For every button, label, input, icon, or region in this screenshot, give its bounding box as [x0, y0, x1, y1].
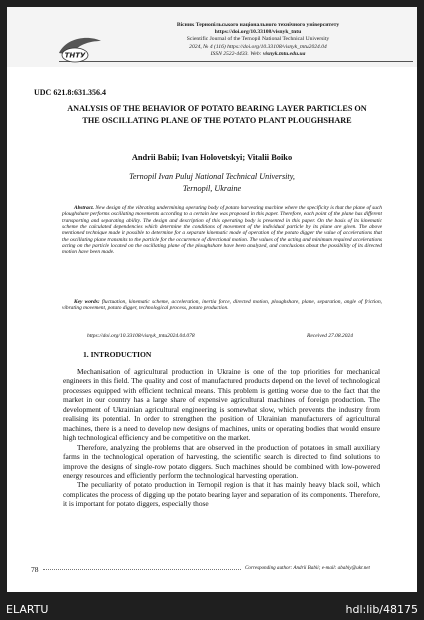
article-doi-link[interactable]: https://doi.org/10.33108/visnyk_tntu2024.04.078: [87, 333, 195, 339]
paper-title: ANALYSIS OF THE BEHAVIOR OF POTATO BEARING LAYER PARTICLES ON THE OSCILLATING PLANE OF THE POTATO PLANT PLOUGHSHARE: [67, 104, 367, 126]
affiliation-line-2: Ternopil, Ukraine: [182, 184, 242, 193]
handle-id[interactable]: hdl:lib/48175: [345, 603, 418, 616]
affiliation-line-1: Ternopil Ivan Puluj National Technical University,: [129, 172, 295, 181]
journal-info: [105, 22, 411, 58]
journal-web-link[interactable]: visnyk.tntu.edu.ua: [262, 50, 306, 57]
paragraph: Mechanisation of agricultural production in Ukraine is one of the top priorities for mechanical engineers in this field. The quality and cost of manufactured products depend on the level of technological processes equipped with efficient technical means. This problem is getting worse due to the fact that the market in our country has a large share of expensive agricultural machines of foreign production. The development of Ukrainian agricultural engineering is somewhat slow, which prevents the industry from realising its potential. In order to strengthen the position of Ukrainian manufacturers of agricultural machines, there is a need to develop new designs of machines, units or operating bodies that would ensure high technological efficiency and be competitive on the market.: [63, 367, 380, 443]
body-text: [63, 367, 380, 509]
logo-text: ТНТУ: [64, 51, 86, 60]
journal-title-ua: Вісник Тернопільського національного технічного університету: [176, 22, 340, 28]
footer-dotted-leader: [43, 569, 241, 570]
journal-doi-link[interactable]: https://doi.org/10.33108/visnyk_tntu: [214, 29, 302, 36]
affiliation: [7, 171, 417, 195]
keywords-label: Key words:: [74, 299, 100, 305]
issn-label: ISSN 2522-4433. Web:: [210, 50, 262, 57]
journal-issue: 2024, № 4 (116) https://doi.org/10.33108/visnyk_tntu2024.04: [189, 43, 327, 50]
page-number: 78: [31, 565, 39, 574]
document-page: [7, 7, 417, 592]
journal-title-en: Scientific Journal of the Ternopil National Technical University: [186, 36, 330, 43]
journal-issn: [105, 51, 411, 58]
section-heading: 1. INTRODUCTION: [83, 350, 152, 359]
repository-name[interactable]: ELARTU: [6, 603, 49, 616]
received-date: Received 27.08.2024: [307, 333, 353, 339]
paragraph: Therefore, analyzing the problems that are observed in the production of potatoes in small auxiliary farms in the technological operation of harvesting, the scientific search is directed to find solutions to improve the designs of single-row potato diggers. Such machines should be combined with low-powered energy resources and efficiently perform the technological harvesting operation.: [63, 442, 380, 480]
paper-authors: Andrii Babii; Ivan Holovetskyi; Vitalii Boiko: [131, 153, 293, 162]
university-logo-icon: [55, 35, 103, 65]
udc-code: UDC 621.8:631.356.4: [34, 88, 106, 97]
abstract-text: New design of the vibrating undermining operating body of potato harvesting machine where the specificity is that the plane of such ploughshare performs oscillating movements according to a certain law was proposed in this paper. Therefore, each point of the plane has different transporting and separating ability. The design and description of this operating body is presented in this paper. On the basis of its kinematic scheme the calculated dependencies which determine the conditions of movement of the individual particle by its plane are given. The above mentioned technique made it possible to determine for a separate kinematic mode of operation of the potato digger the value of accelerations that the oscillating plane transmits to the particle for the occurrence of directional motion. The values of the acting and minimum required accelerations acting on the particle located on the oscillating plane of the ploughshare have been analyzed, and conclusions about the possibility of its directed motion have been made.: [62, 205, 382, 256]
corresponding-author: Corresponding author: Andrii Babii; e-mail: ababiy@ukr.net: [245, 565, 370, 571]
abstract-label: Abstract.: [74, 205, 94, 211]
paragraph: The peculiarity of potato production in Ternopil region is that it has mainly heavy black soil, which complicates the process of digging up the potato bearing layer and separation of its components. Therefore, it is important for potato diggers, especially those: [63, 480, 380, 509]
keywords-text: fluctuation, kinematic scheme, acceleration, inertia force, directed motion, ploughshare, plane, separation, angle of friction, vibrating movement, potato digger, technological process, potato production.: [62, 299, 382, 312]
abstract: [62, 205, 382, 256]
header-divider: [59, 61, 413, 62]
keywords: [62, 299, 382, 312]
